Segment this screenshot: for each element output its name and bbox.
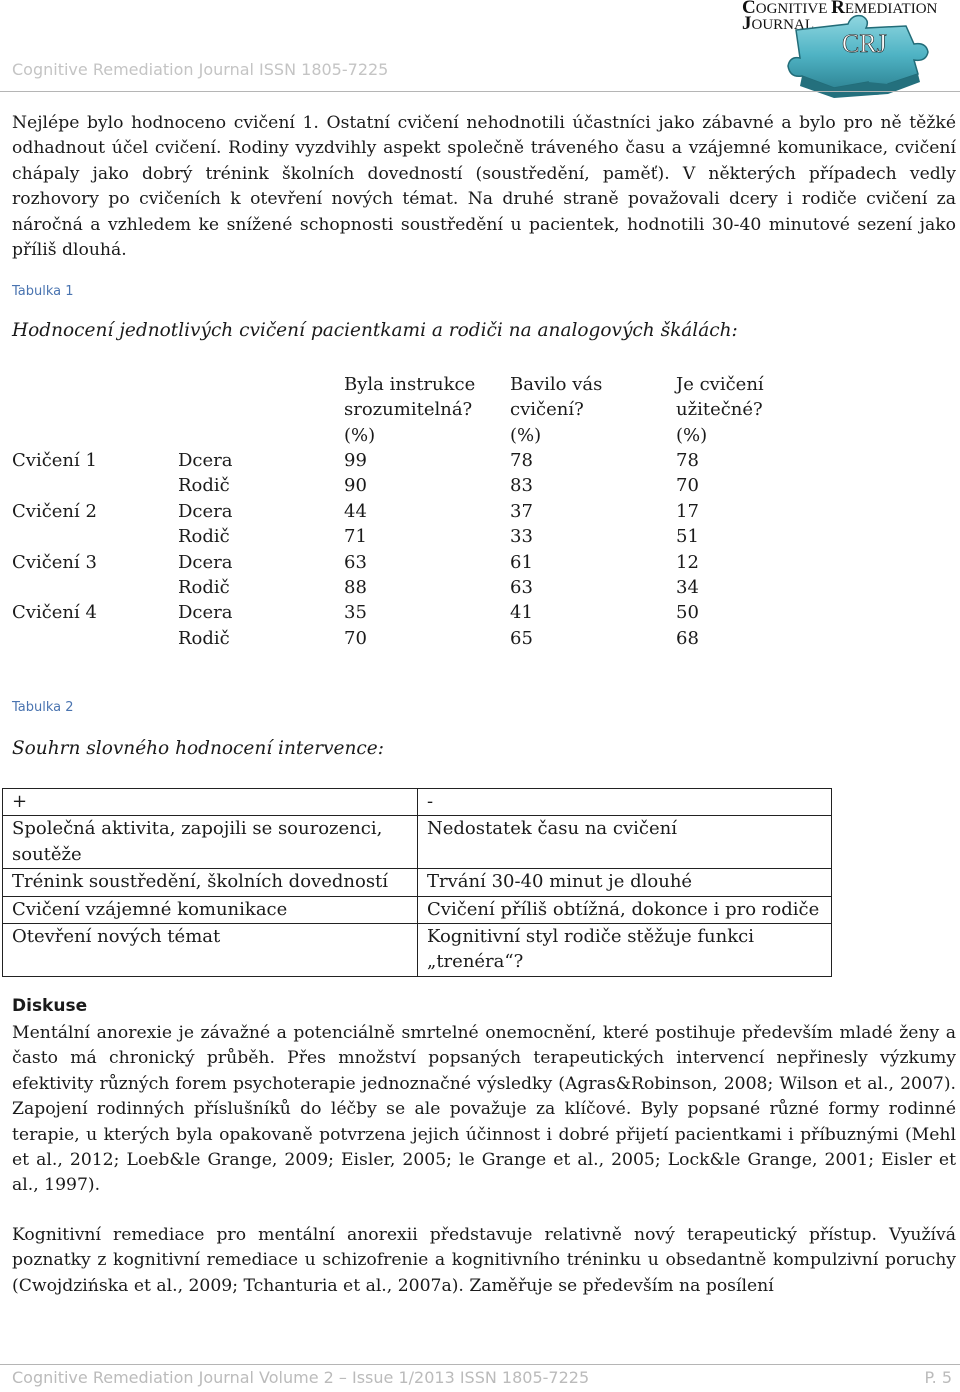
table-row	[3, 789, 832, 816]
table-row	[3, 924, 832, 977]
table2-cell-minus: Nedostatek času na cvičení	[418, 816, 832, 869]
table2-cell-plus: Otevření nových témat	[3, 924, 418, 977]
body-paragraph-2: Mentální anorexie je závažné a potenciálně smrtelné onemocnění, které postihuje především mladé ženy a často má chronický průběh. Přes množství popsaných terapeutických intervencí nepřinesly výzkumy efektivity různých forem psychoterapie jednoznačné výsledky (Agras&Robinson, 2008; Wilson et al., 2007). Zapojení rodinných příslušníků do léčby se ale považuje za klíčové. Byly popsané různé formy rodinné terapie, u kterých byla opakovaně potvrzena jejich účinnost i dobré přijetí pacientkami i příbuznými (Mehl et al., 2012; Loeb&le Grange, 2009; Eisler, 2005; le Grange et al., 2005; Lock&le Grange, 2001; Eisler et al., 1997).	[12, 1023, 956, 1196]
header-divider	[0, 91, 960, 92]
footer-divider	[0, 1364, 960, 1365]
table1-header-useful: Je cvičení užitečné? (%)	[676, 374, 764, 446]
table2	[2, 788, 832, 977]
table1-title: Hodnocení jednotlivých cvičení pacientkami a rodiči na analogových škálách:	[12, 320, 738, 341]
table-row	[3, 816, 832, 869]
table2-cell-minus: Trvání 30-40 minut je dlouhé	[418, 869, 832, 896]
table2-cell-minus: Cvičení příliš obtížná, dokonce i pro rodiče	[418, 896, 832, 923]
table2-cell-plus: Společná aktivita, zapojili se sourozenci, soutěže	[3, 816, 418, 869]
table2-cell-plus: Cvičení vzájemné komunikace	[3, 896, 418, 923]
table2-header-minus: -	[418, 789, 832, 816]
logo-mark-text: CRJ	[842, 29, 887, 58]
table2-caption: Tabulka 2	[12, 700, 74, 715]
logo-line-2: JOURNAL	[742, 13, 814, 34]
body-paragraph-3: Kognitivní remediace pro mentální anorexii představuje relativně nový terapeutický přístup. Využívá poznatky z kognitivní remediace u schizofrenie a kognitivního tréninku u obsedantně kompulzivní poruchy (Cwojdzińska et al., 2009; Tchanturia et al., 2007a). Zaměřuje se především na posílení	[12, 1225, 956, 1296]
table-row	[3, 896, 832, 923]
table1-caption: Tabulka 1	[12, 284, 74, 299]
table2-header-plus: +	[3, 789, 418, 816]
footer-journal-info: Cognitive Remediation Journal Volume 2 – Issue 1/2013 ISSN 1805-7225	[12, 1368, 590, 1387]
section-heading-discussion: Diskuse	[12, 996, 88, 1016]
footer-page-number: P. 5	[924, 1368, 952, 1387]
logo-line-1: COGNITIVE REMEDIATION	[742, 0, 938, 18]
body-paragraph-1: Nejlépe bylo hodnoceno cvičení 1. Ostatní cvičení nehodnotili účastníci jako zábavné a bylo pro ně těžké odhadnout účel cvičení. Rodiny vyzdvihly aspekt společně tráveného času a vzájemné komunikace, cvičení chápaly jako dobrý trénink školních dovedností (soustředění, paměť). V některých případech vedly rozhovory po cvičeních k otevření nových témat. Na druhé straně považovali dcery i rodiče cvičení za náročná a vzhledem ke snížené schopnosti soustředění u pacientek, hodnotili 30-40 minutové sezení jako příliš dlouhá.	[12, 113, 956, 261]
table2-title: Souhrn slovného hodnocení intervence:	[12, 738, 384, 759]
table2-cell-minus: Kognitivní styl rodiče stěžuje funkci „trenéra“?	[418, 924, 832, 977]
header-journal-issn: Cognitive Remediation Journal ISSN 1805-7225	[12, 60, 389, 79]
table2-cell-plus: Trénink soustředění, školních dovedností	[3, 869, 418, 896]
table1-header-instruction: Byla instrukce srozumitelná? (%)	[344, 374, 476, 446]
table-row	[3, 869, 832, 896]
table1-header-fun: Bavilo vás cvičení? (%)	[510, 374, 603, 446]
